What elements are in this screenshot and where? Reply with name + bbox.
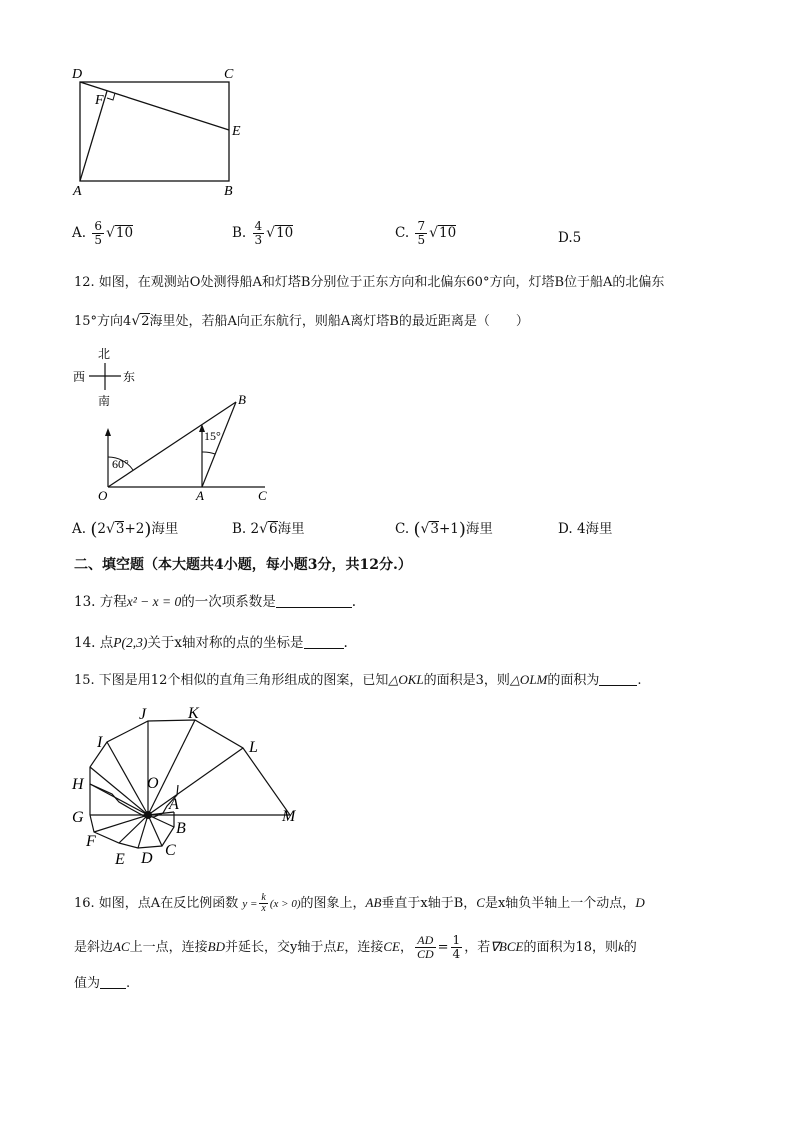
spiral-label-J: J (139, 706, 147, 723)
fraction: $\frac{AD}{CD}$ (416, 933, 434, 961)
answer-blank[interactable] (276, 593, 352, 608)
compass-west: 西 (73, 370, 86, 384)
label-A: A (73, 184, 82, 199)
answer-blank[interactable] (100, 974, 126, 989)
spiral-label-D: D (141, 850, 153, 867)
label-B: B (224, 184, 233, 199)
answer-blank[interactable] (304, 634, 344, 649)
label-E: E (232, 124, 241, 139)
fraction: $\frac{k}{x}$ (261, 892, 266, 914)
q12-line2: 15°方向4√2海里处，若船A向正东航行，则船A离灯塔B的最近距离是（ ） (74, 313, 529, 329)
fraction: $\frac{4}{3}$ (254, 219, 263, 247)
q12-option-d: D. 4海里 (558, 521, 613, 537)
spiral-label-C: C (165, 842, 176, 859)
label-C: C (224, 67, 234, 82)
q14: 14. 点P(2,3)关于x轴对称的点的坐标是 . (74, 635, 348, 651)
section-heading: 二、填空题（本大题共4小题，每小题3分，共12分.） (74, 557, 412, 573)
q11-option-b: B. $\frac{4}{3}$ √10 (232, 219, 294, 247)
compass-east: 东 (123, 370, 136, 384)
q16-line3: 值为 . (74, 976, 131, 991)
label-D: D (72, 67, 83, 82)
bearing-label-15: 15° (204, 429, 221, 443)
q12-option-a: A. (2√3+2)海里 (72, 519, 179, 540)
q12-option-b: B. 2√6海里 (232, 521, 305, 537)
spiral-label-H: H (72, 776, 84, 793)
bearing-label-C: C (258, 488, 267, 503)
q15: 15. 下图是用12个相似的直角三角形组成的图案，已知△OKL的面积是3，则△OLM的面积为 . (74, 672, 642, 688)
bearing-label-B: B (238, 392, 246, 407)
answer-blank[interactable] (599, 671, 637, 686)
spiral-label-B: B (176, 820, 186, 837)
label-F: F (95, 93, 104, 108)
spiral-label-F: F (86, 833, 96, 850)
q11-option-a: A. $\frac{6}{5}$ √10 (72, 219, 134, 247)
compass-south: 南 (98, 394, 111, 408)
spiral-label-K: K (188, 705, 199, 722)
compass-north: 北 (98, 347, 111, 361)
spiral-label-G: G (72, 809, 84, 826)
q12-line1: 12. 如图，在观测站O处测得船A和灯塔B分别位于正东方向和北偏东60°方向，灯塔B位于船A的北偏东 (74, 275, 665, 290)
bearing-label-O: O (98, 488, 108, 503)
bearing-figure (90, 390, 280, 505)
q13: 13. 方程x² − x = 0的一次项系数是 . (74, 594, 357, 610)
spiral-label-E: E (115, 851, 125, 868)
q16-line1: 16. 如图，点A在反比例函数 y = $\frac{k}{x}$ (x > 0)的图象上，AB垂直于x轴于B，C是x轴负半轴上一个动点，D (74, 892, 645, 914)
q12-option-c: C. (√3+1)海里 (395, 519, 493, 540)
q11-option-d: D.5 (558, 230, 582, 246)
spiral-label-L: L (249, 739, 258, 756)
q11-option-c: C. $\frac{7}{5}$ √10 (395, 219, 457, 247)
spiral-figure (70, 700, 310, 870)
fraction: $\frac{7}{5}$ (417, 219, 426, 247)
fraction: $\frac{6}{5}$ (94, 219, 102, 247)
spiral-label-O: O (147, 775, 159, 792)
spiral-label-M: M (282, 808, 296, 825)
rectangle-figure (65, 60, 255, 200)
bearing-label-A: A (196, 488, 204, 503)
q16-line2: 是斜边AC上一点，连接BD并延长，交y轴于点E，连接CE， $\frac{AD}{CD}$ = $\frac{1}{4}$ ，若∇BCE的面积为18，则k的 (74, 933, 637, 961)
bearing-label-60: 60° (112, 457, 129, 471)
spiral-label-A: A (169, 796, 179, 813)
spiral-label-I: I (97, 734, 103, 751)
fraction: $\frac{1}{4}$ (452, 933, 461, 961)
